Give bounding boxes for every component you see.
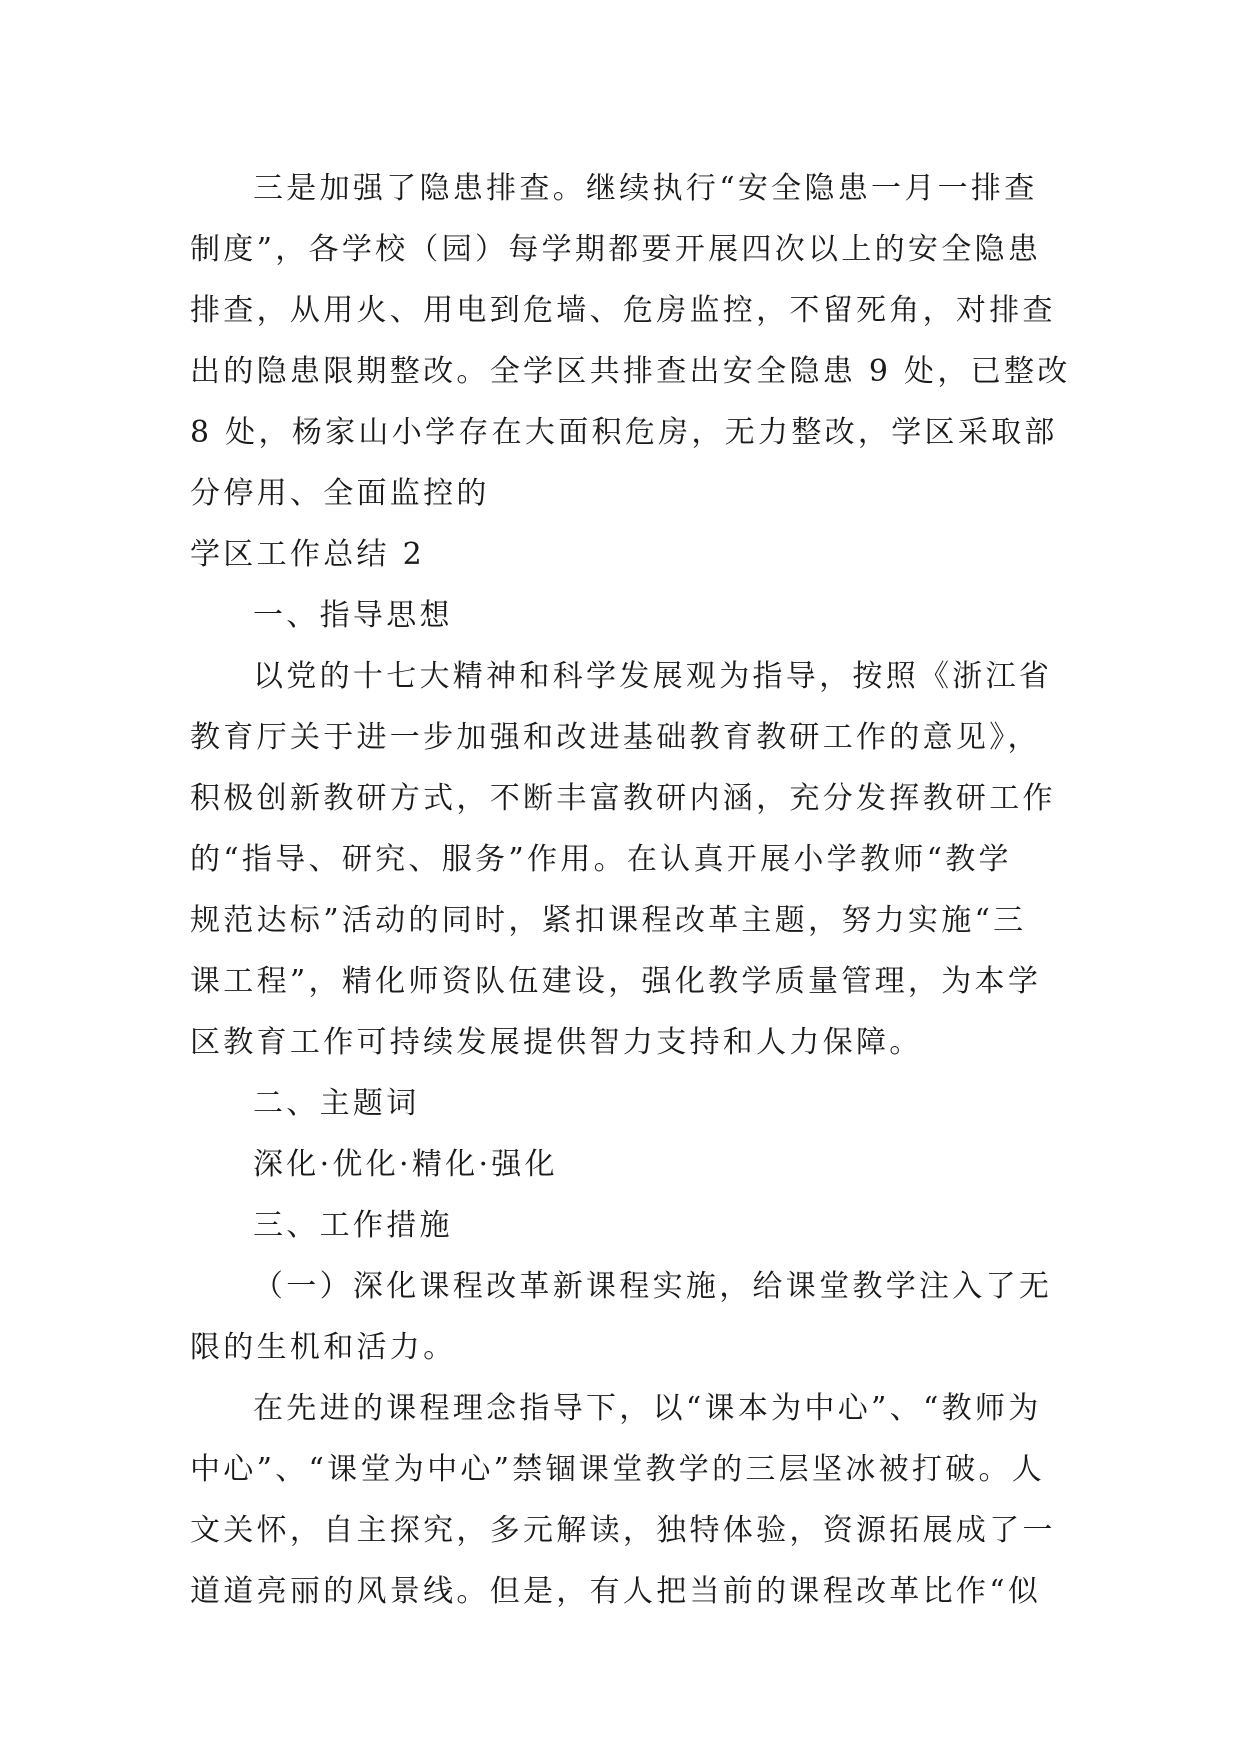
theme-words: 深化·优化·精化·强化 — [253, 1147, 558, 1182]
text-line: 教育厅关于进一步加强和改进基础教育教研工作的意见》， — [190, 720, 1041, 755]
text-line: 三是加强了隐患排查。继续执行“安全隐患一月一排查 — [253, 171, 1038, 206]
document-page — [190, 158, 1071, 1622]
text-line: 分停用、全面监控的 — [190, 476, 490, 511]
text-line: 排查，从用火、用电到危墙、危房监控，不留死角，对排查 — [190, 293, 1056, 328]
text-line: 的“指导、研究、服务”作用。在认真开展小学教师“教学 — [190, 842, 1012, 877]
text-line: 区教育工作可持续发展提供智力支持和人力保障。 — [190, 1025, 923, 1060]
text-line: 制度”，各学校（园）每学期都要开展四次以上的安全隐患 — [190, 232, 1042, 267]
heading-guiding-ideology: 一、指导思想 — [253, 598, 453, 633]
text-line: 文关怀，自主探究，多元解读，独特体验，资源拓展成了一 — [190, 1513, 1056, 1548]
text-line: 积极创新教研方式，不断丰富教研内涵，充分发挥教研工作 — [190, 781, 1056, 816]
heading-theme-words: 二、主题词 — [253, 1086, 420, 1121]
text-line: 课工程”，精化师资队伍建设，强化教学质量管理，为本学 — [190, 964, 1042, 999]
text-line: 出的隐患限期整改。全学区共排查出安全隐患 9 处，已整改 — [190, 354, 1071, 389]
section-title: 学区工作总结 2 — [190, 537, 426, 572]
text-line: 以党的十七大精神和科学发展观为指导，按照《浙江省 — [253, 659, 1053, 694]
text-line: 规范达标”活动的同时，紧扣课程改革主题，努力实施“三 — [190, 903, 1027, 938]
text-line: 限的生机和活力。 — [190, 1330, 457, 1365]
text-line: 在先进的课程理念指导下，以“课本为中心”、“教师为 — [253, 1391, 1042, 1426]
text-line: 道道亮丽的风景线。但是，有人把当前的课程改革比作“似 — [190, 1574, 1042, 1609]
heading-work-measures: 三、工作措施 — [253, 1208, 453, 1243]
subheading-curriculum-reform: （一）深化课程改革新课程实施，给课堂教学注入了无 — [253, 1269, 1053, 1304]
text-line: 8 处，杨家山小学存在大面积危房，无力整改，学区采取部 — [190, 415, 1058, 450]
text-line: 中心”、“课堂为中心”禁锢课堂教学的三层坚冰被打破。人 — [190, 1452, 1046, 1487]
